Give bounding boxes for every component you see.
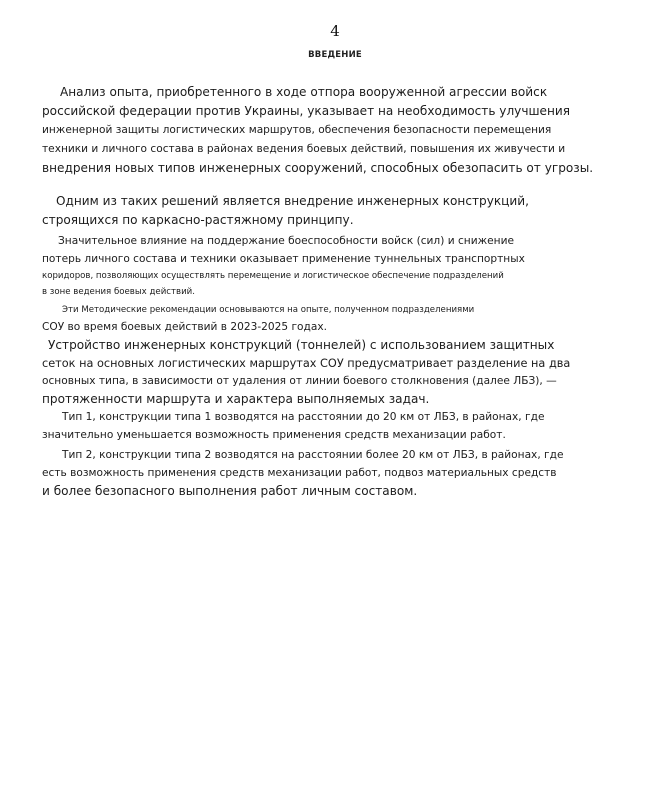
text-line: в зоне ведения боевых действий. <box>42 287 195 297</box>
text-line: потерь личного состава и техники оказывает применение туннельных транспортных <box>42 253 525 265</box>
text-line: основных типа, в зависимости от удаления от линии боевого столкновения (далее ЛБЗ), — <box>42 375 557 387</box>
text-line: строящихся по каркасно-растяжному принципу. <box>42 213 354 227</box>
section-heading: ВВЕДЕНИЕ <box>308 50 362 60</box>
text-line: российской федерации против Украины, указывает на необходимость улучшения <box>42 104 571 118</box>
text-line: инженерной защиты логистических маршрутов, обеспечения безопасности перемещения <box>42 124 552 136</box>
text-line: Анализ опыта, приобретенного в ходе отпора вооруженной агрессии войск <box>60 85 548 99</box>
text-line: Тип 2, конструкции типа 2 возводятся на расстоянии более 20 км от ЛБЗ, в районах, где <box>62 449 564 461</box>
text-line: Тип 1, конструкции типа 1 возводятся на расстоянии до 20 км от ЛБЗ, в районах, где <box>62 411 545 423</box>
text-line: техники и личного состава в районах ведения боевых действий, повышения их живучести и <box>42 143 566 155</box>
text-line: коридоров, позволяющих осуществлять перемещение и логистическое обеспечение подразделений <box>42 271 504 281</box>
text-line: Устройство инженерных конструкций (тоннелей) с использованием защитных <box>48 338 555 352</box>
text-line: Эти Методические рекомендации основываются на опыте, полученном подразделениями <box>62 305 475 315</box>
text-line: есть возможность применения средств механизации работ, подвоз материальных средств <box>42 467 557 479</box>
text-line: и более безопасного выполнения работ личным составом. <box>42 484 418 498</box>
page-number: 4 <box>330 22 340 40</box>
text-line: протяженности маршрута и характера выполняемых задач. <box>42 392 430 406</box>
text-line: внедрения новых типов инженерных сооружений, способных обезопасить от угрозы. <box>42 161 594 175</box>
text-line: СОУ во время боевых действий в 2023-2025 годах. <box>42 321 327 333</box>
text-line: сеток на основных логистических маршрутах СОУ предусматривает разделение на два <box>42 357 571 370</box>
text-line: Одним из таких решений является внедрение инженерных конструкций, <box>56 194 529 208</box>
text-line: значительно уменьшается возможность применения средств механизации работ. <box>42 429 506 441</box>
text-line: Значительное влияние на поддержание боеспособности войск (сил) и снижение <box>58 235 514 247</box>
